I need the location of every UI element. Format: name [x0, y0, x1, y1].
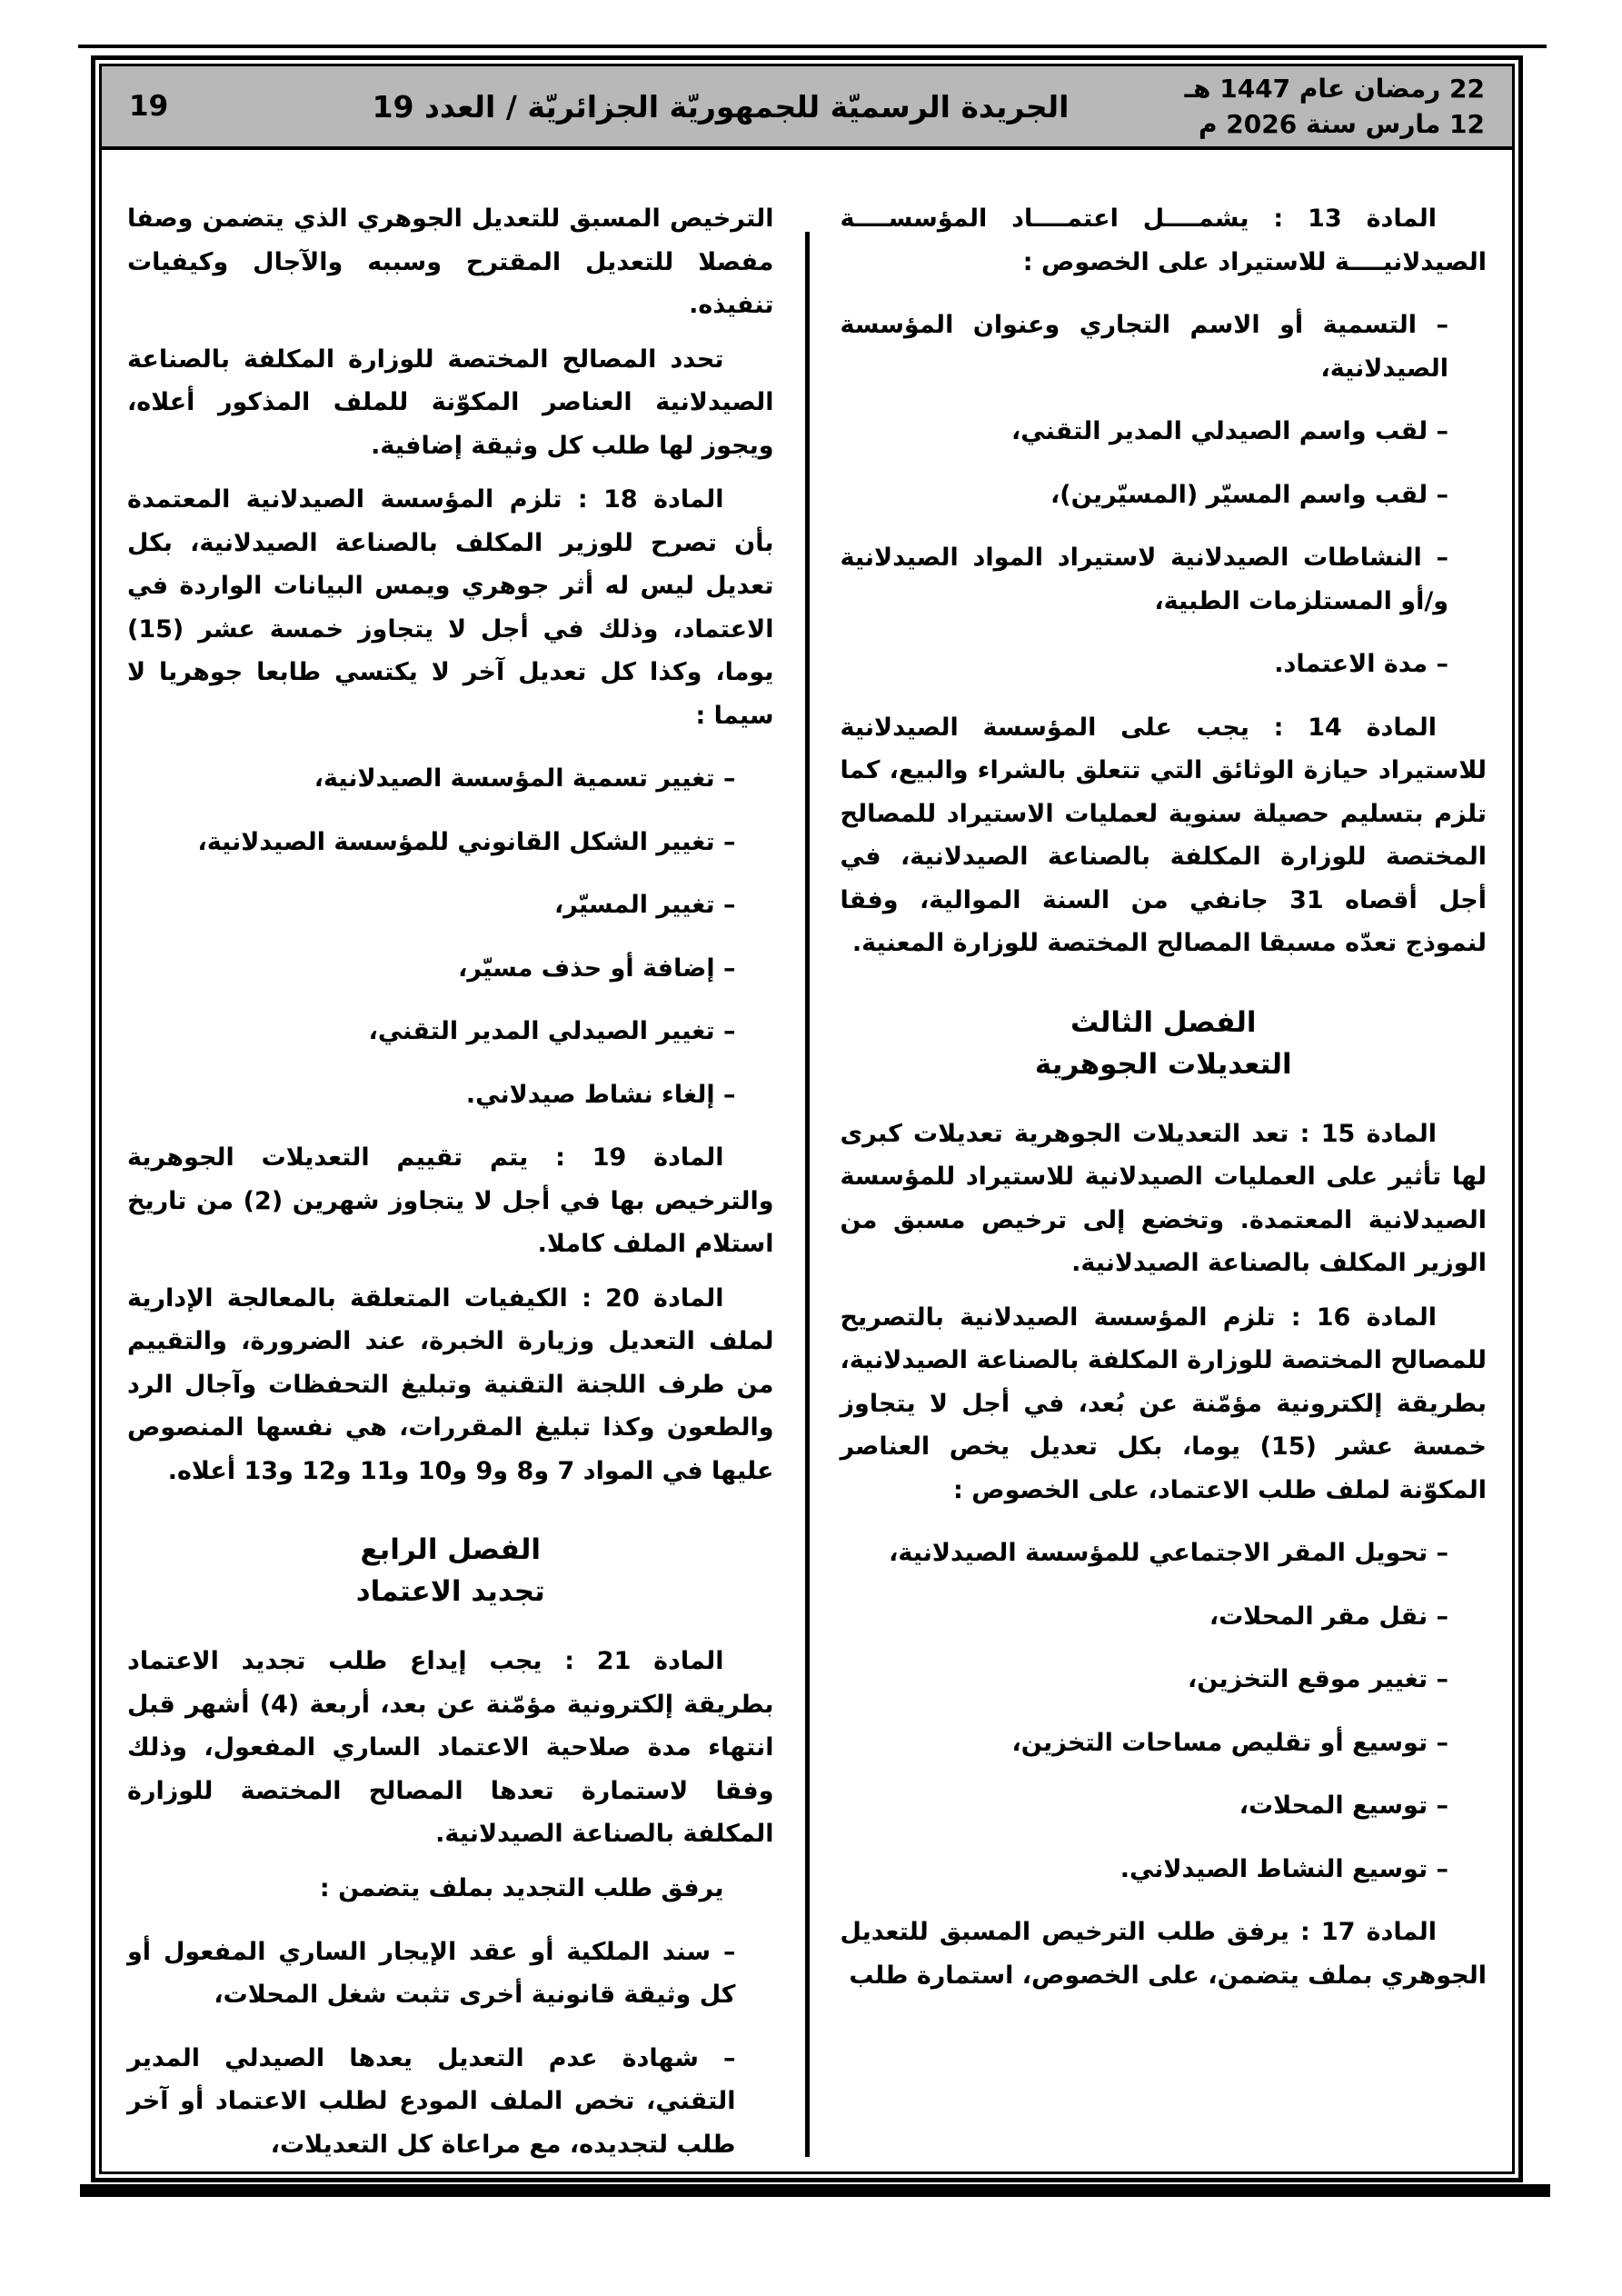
hijri-date: 22 رمضان عام 1447 هـ — [1184, 73, 1485, 104]
top-rule — [78, 45, 1547, 48]
article-14-number: المادة 14 : — [1273, 713, 1437, 742]
article-16-number: المادة 16 : — [1290, 1303, 1438, 1332]
article-20-number: المادة 20 : — [582, 1283, 724, 1313]
article-13-text: يشمــــل اعتمــــاد المؤسســــة الصيدلانيــــة للاستيراد على الخصوص : — [840, 205, 1487, 276]
article-13 — [841, 197, 1488, 284]
article-16-text: تلزم المؤسسة الصيدلانية بالتصريح للمصالح المختصة للوزارة المكلفة بالصناعة الصيدلانية، بطريقة إلكترونية مؤمّنة عن بُعد، في أجل لا يتجاوز خمسة عشر (15) يوما، بكل تعديل يخص العناصر المكوّنة لملف طلب الاعتماد، على الخصوص : — [840, 1303, 1487, 1504]
column-right — [830, 186, 1498, 2168]
article-16 — [841, 1296, 1488, 1512]
bottom-rule — [80, 2184, 1550, 2197]
list-item: – تغيير المسيّر، — [553, 891, 736, 920]
article-19 — [127, 1136, 774, 1266]
list-item: – توسيع المحلات، — [1239, 1792, 1448, 1821]
list-item: – تغيير تسمية المؤسسة الصيدلانية، — [313, 764, 736, 794]
list-item: – تغيير موقع التخزين، — [1187, 1665, 1448, 1694]
chapter-4-heading: الفصل الرابع — [360, 1533, 542, 1567]
list-item: – لقب واسم المسيّر (المسيّرين)، — [1050, 480, 1448, 509]
list-item: – مدة الاعتماد. — [1274, 650, 1448, 679]
journal-title: الجريدة الرسميّة للجمهوريّة الجزائريّة / العدد 19 — [372, 88, 1070, 125]
list-item: – التسمية أو الاسم التجاري وعنوان المؤسسة الصيدلانية، — [840, 311, 1448, 383]
list-item: – تغيير الصيدلي المدير التقني، — [368, 1017, 736, 1046]
column-divider — [805, 232, 810, 2157]
list-item: – لقب واسم الصيدلي المدير التقني، — [1011, 417, 1448, 446]
list-item: – سند الملكية أو عقد الإيجار الساري المفعول أو كل وثيقة قانونية أخرى تثبت شغل المحلات، — [127, 1937, 736, 2010]
article-17-number: المادة 17 : — [1300, 1918, 1438, 1947]
chapter-4-subheading: تجديد الاعتماد — [355, 1575, 545, 1609]
page-frame — [91, 55, 1523, 2182]
list-item: – النشاطات الصيدلانية لاستيراد المواد الصيدلانية و/أو المستلزمات الطبية، — [840, 544, 1448, 615]
article-20 — [127, 1277, 774, 1493]
header-dates — [1185, 71, 1485, 142]
list-item: – إلغاء نشاط صيدلاني. — [465, 1080, 736, 1109]
article-14-text: يجب على المؤسسة الصيدلانية للاستيراد حيازة الوثائق التي تتعلق بالشراء والبيع، كما تلزم بتسليم حصيلة سنوية لعمليات الاستيراد للمصالح المختصة للوزارة المكلفة بالصناعة الصيدلانية، في أجل أقصاه 31 جانفي من السنة الموالية، وفقا لنموذج تعدّه مسبقا المصالح المختصة للوزارة المعنية. — [840, 713, 1488, 958]
chapter-3-heading: الفصل الثالث — [1070, 1005, 1257, 1039]
column-left — [116, 186, 785, 2168]
article-20-text: الكيفيات المتعلقة بالمعالجة الإدارية لملف التعديل وزيارة الخبرة، عند الضرورة، والتقييم من طرف اللجنة التقنية وتبليغ التحفظات وآجال الرد والطعون وكذا تبليغ المقررات، هي نفسها المنصوص عليها في المواد 7 و8 و9 و10 و11 و12 و13 أعلاه. — [127, 1283, 774, 1485]
header-band — [102, 66, 1512, 150]
article-13-number: المادة 13 : — [1273, 205, 1437, 233]
content-columns — [102, 150, 1512, 2168]
article-17-paragraph-2: تحدد المصالح المختصة للوزارة المكلفة بالصناعة الصيدلانية العناصر المكوّنة للملف المذكور أعلاه، ويجوز لها طلب كل وثيقة إضافية. — [127, 344, 774, 460]
list-item: – إضافة أو حذف مسيّر، — [458, 953, 736, 983]
article-15-text: تعد التعديلات الجوهرية تعديلات كبرى لها تأثير على العمليات الصيدلانية للاستيراد للمؤسسة الصيدلانية المعتمدة. وتخضع إلى ترخيص مسبق من الوزير المكلف بالصناعة الصيدلانية. — [840, 1119, 1487, 1278]
list-item: – تحويل المقر الاجتماعي للمؤسسة الصيدلانية، — [889, 1539, 1448, 1568]
chapter-3-subheading: التعديلات الجوهرية — [1034, 1047, 1292, 1081]
article-21-number: المادة 21 : — [564, 1647, 724, 1676]
article-18 — [127, 478, 774, 737]
article-19-text: يتم تقييم التعديلات الجوهرية والترخيص بها في أجل لا يتجاوز شهرين (2) من تاريخ استلام الملف كاملا. — [127, 1143, 774, 1259]
article-17 — [841, 1911, 1488, 1997]
article-15 — [841, 1113, 1488, 1285]
article-19-number: المادة 19 : — [555, 1143, 724, 1173]
article-14 — [841, 706, 1488, 965]
renewal-file-intro: يرفق طلب التجديد بملف يتضمن : — [319, 1873, 724, 1902]
article-18-number: المادة 18 : — [577, 485, 724, 514]
page-frame-inner — [99, 64, 1515, 2174]
list-item: – شهادة عدم التعديل يعدها الصيدلي المدير التقني، تخص الملف المودع لطلب الاعتماد أو آخر طلب لتجديده، مع مراعاة كل التعديلات، — [127, 2043, 736, 2159]
list-item: – توسيع أو تقليص مساحات التخزين، — [1011, 1728, 1448, 1757]
gregorian-date: 12 مارس سنة 2026 م — [1199, 109, 1485, 139]
list-item: – نقل مقر المحلات، — [1209, 1602, 1448, 1631]
article-21-text: يجب إيداع طلب تجديد الاعتماد بطريقة إلكترونية مؤمّنة عن بعد، أربعة (4) أشهر قبل انتهاء مدة صلاحية الاعتماد الساري المفعول، وذلك وفقا لاستمارة تعدها المصالح المختصة للوزارة المكلفة بالصناعة الصيدلانية. — [127, 1647, 774, 1849]
article-15-number: المادة 15 : — [1299, 1119, 1438, 1148]
article-17-continuation: الترخيص المسبق للتعديل الجوهري الذي يتضمن وصفا مفصلا للتعديل المقترح وسببه والآجال وكيفيات تنفيذه. — [127, 205, 774, 320]
article-18-text: تلزم المؤسسة الصيدلانية المعتمدة بأن تصرح للوزير المكلف بالصناعة الصيدلانية، بكل تعديل ليس له أثر جوهري ويمس البيانات الواردة في الاعتماد، وذلك في أجل لا يتجاوز خمسة عشر (15) يوما، وكذا كل تعديل آخر لا يكتسي طابعا جوهريا لا سيما : — [127, 485, 774, 730]
list-item: – توسيع النشاط الصيدلاني. — [1119, 1854, 1448, 1883]
article-21 — [127, 1640, 774, 1856]
list-item: – تغيير الشكل القانوني للمؤسسة الصيدلانية، — [197, 827, 736, 856]
article-17-text: يرفق طلب الترخيص المسبق للتعديل الجوهري بملف يتضمن، على الخصوص، استمارة طلب — [840, 1918, 1487, 1990]
page-number: 19 — [129, 90, 169, 123]
